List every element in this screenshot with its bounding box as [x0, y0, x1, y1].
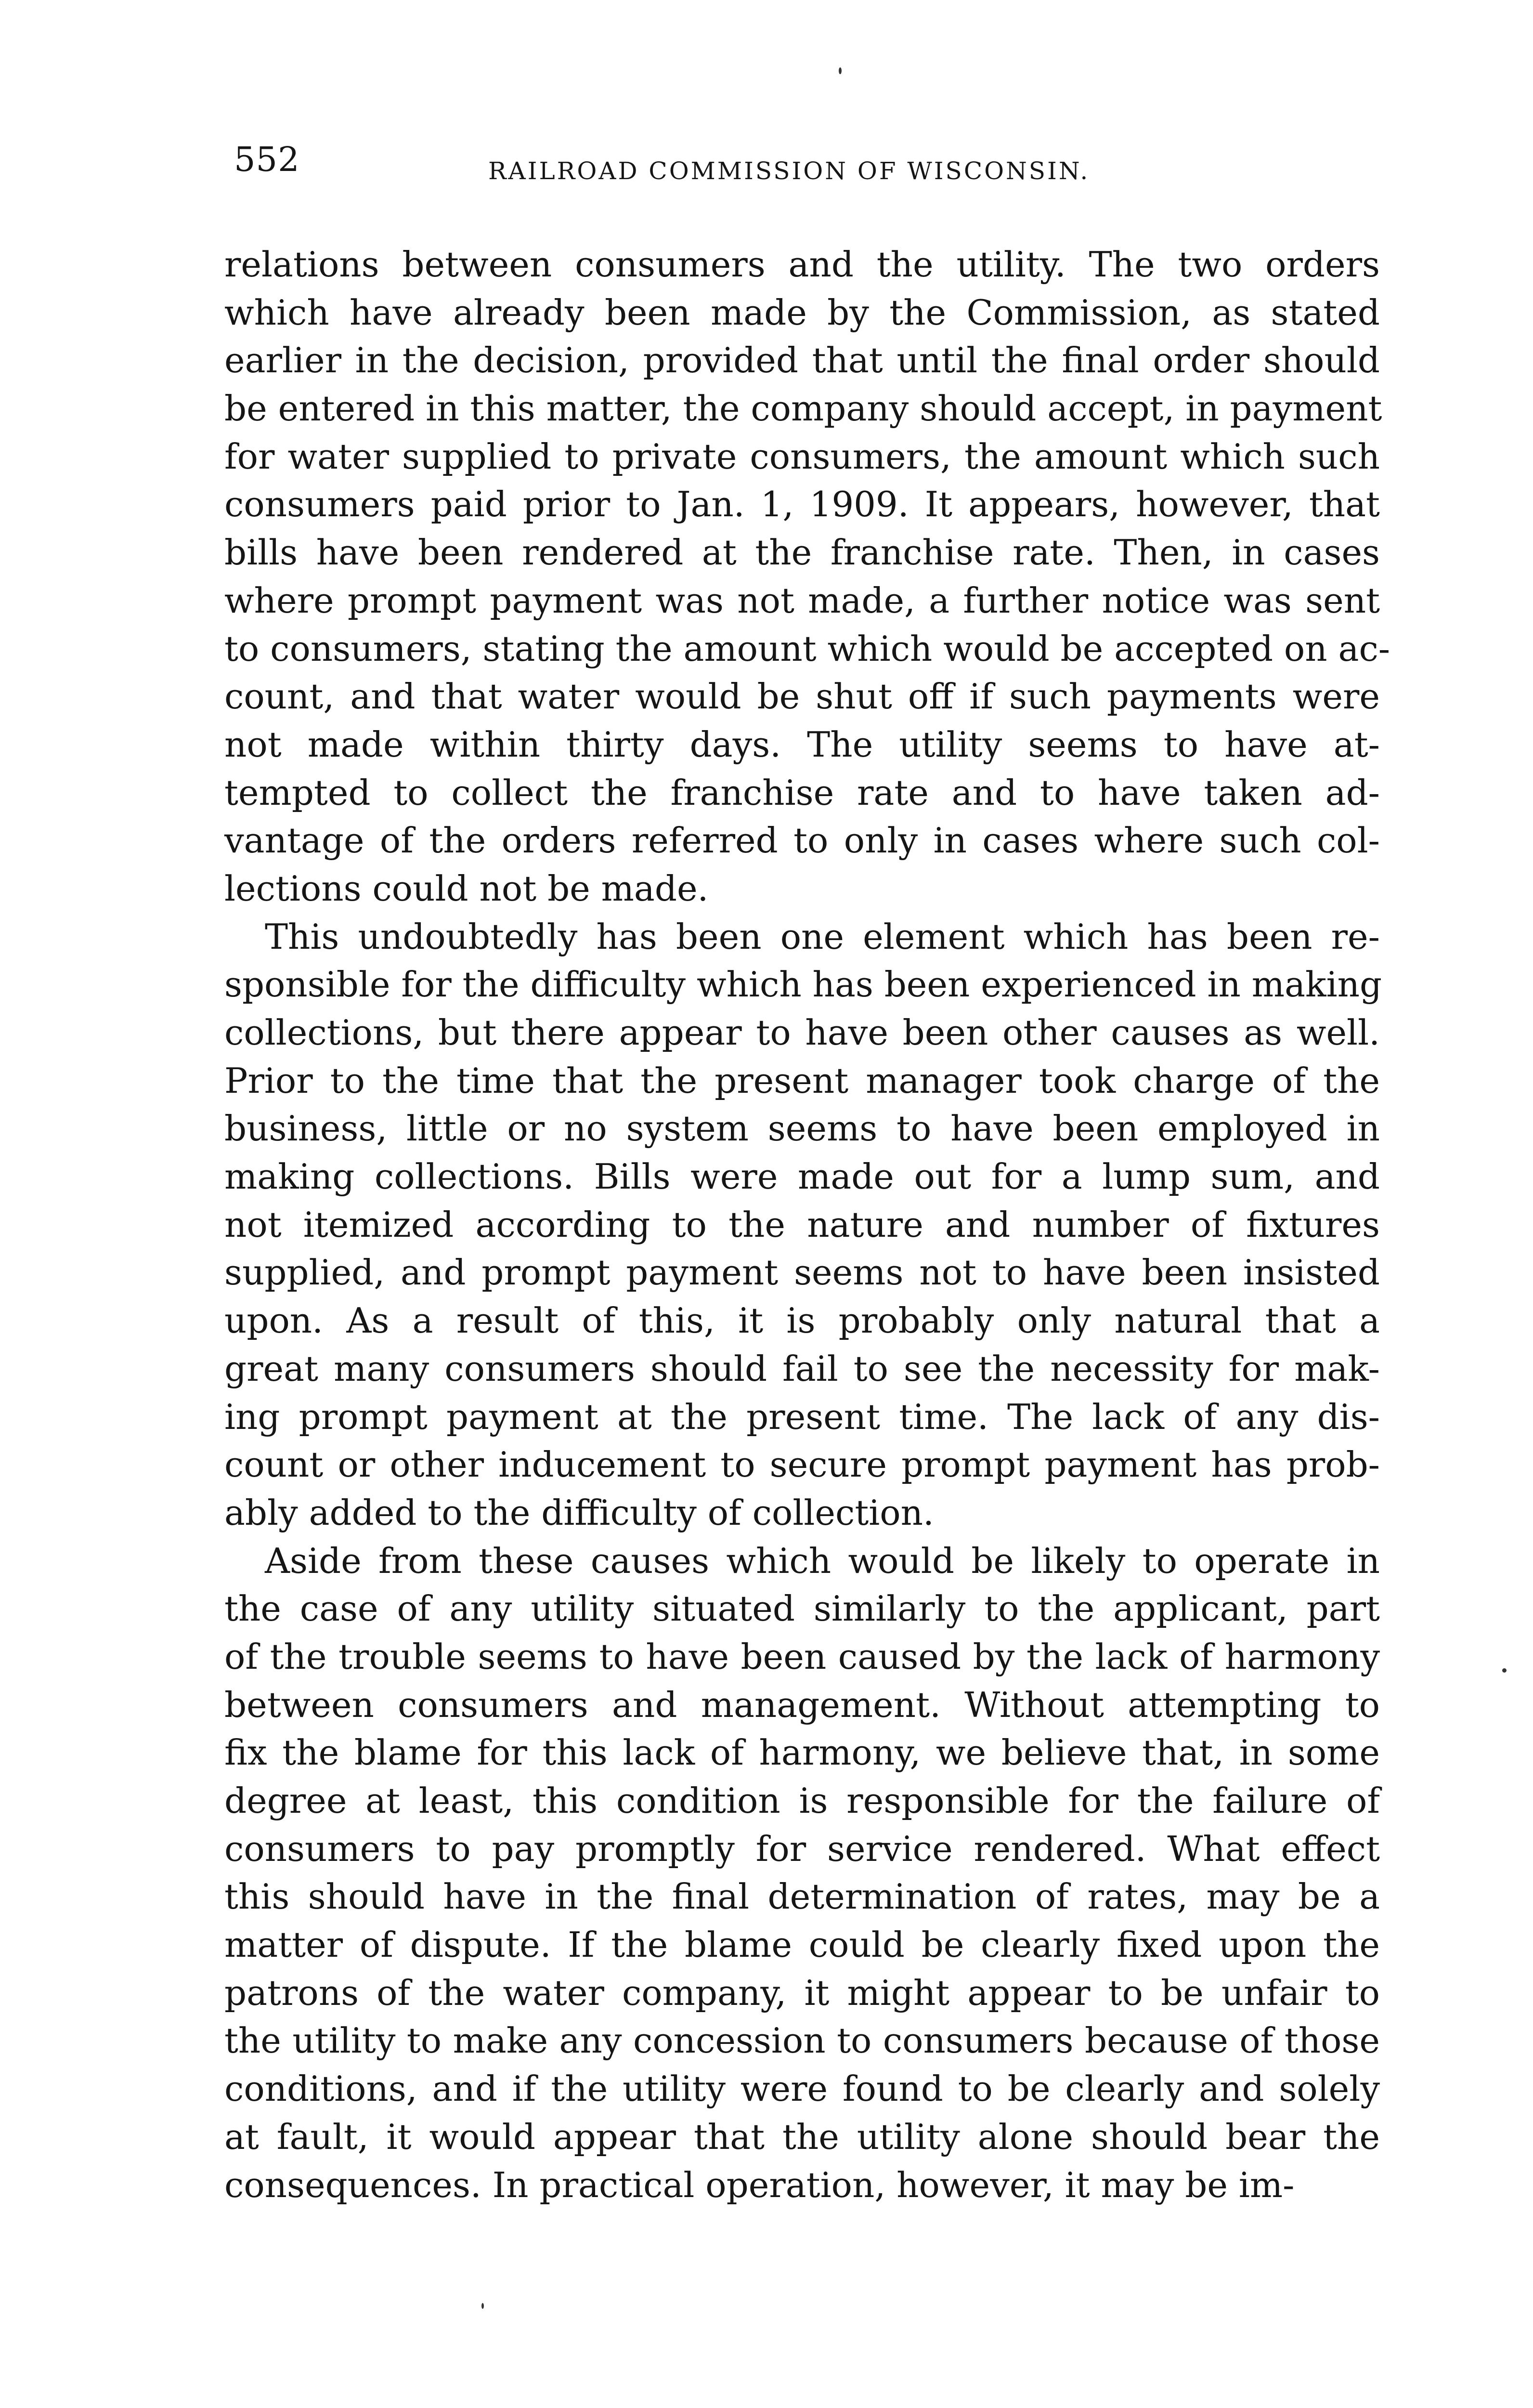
text-line: relations between consumers and the utility. The two orders	[224, 244, 1380, 285]
text-line: earlier in the decision, provided that until the final order should	[224, 340, 1380, 381]
scan-speck	[481, 2303, 484, 2309]
text-line: of the trouble seems to have been caused by the lack of harmony	[224, 1636, 1380, 1677]
text-line: supplied, and prompt payment seems not to have been insisted	[224, 1252, 1380, 1293]
text-line: ing prompt payment at the present time. The lack of any dis-	[224, 1396, 1380, 1437]
text-line: be entered in this matter, the company should accept, in payment	[224, 388, 1382, 429]
scan-speck	[1502, 1668, 1507, 1673]
text-line: matter of dispute. If the blame could be clearly fixed upon the	[224, 1924, 1380, 1965]
text-line: bills have been rendered at the franchise rate. Then, in cases	[224, 532, 1380, 573]
text-line: the utility to make any concession to consumers because of those	[224, 2020, 1380, 2061]
text-line: Prior to the time that the present manager took charge of the	[224, 1060, 1380, 1101]
running-head: RAILROAD COMMISSION OF WISCONSIN.	[488, 157, 1090, 185]
text-line: tempted to collect the franchise rate and to have taken ad-	[224, 772, 1380, 813]
text-line: patrons of the water company, it might appear to be unfair to	[224, 1972, 1380, 2013]
text-line: conditions, and if the utility were found to be clearly and solely	[224, 2068, 1380, 2109]
text-line: to consumers, stating the amount which would be accepted on ac-	[224, 628, 1390, 669]
text-line: degree at least, this condition is responsible for the failure of	[224, 1780, 1380, 1821]
scan-speck	[839, 67, 842, 74]
text-line: making collections. Bills were made out for a lump sum, and	[224, 1156, 1380, 1197]
text-line: between consumers and management. Without attempting to	[224, 1684, 1380, 1725]
text-line: upon. As a result of this, it is probably only natural that a	[224, 1300, 1380, 1341]
text-line: for water supplied to private consumers, the amount which such	[224, 436, 1380, 477]
text-line: consumers paid prior to Jan. 1, 1909. It appears, however, that	[224, 484, 1380, 525]
text-line: Aside from these causes which would be likely to operate in	[265, 1540, 1380, 1581]
text-line: sponsible for the difficulty which has been experienced in making	[224, 964, 1382, 1005]
text-line: ably added to the difficulty of collection.	[224, 1492, 934, 1533]
text-line: consequences. In practical operation, however, it may be im-	[224, 2164, 1295, 2205]
text-line: business, little or no system seems to have been employed in	[224, 1108, 1380, 1149]
text-line: collections, but there appear to have been other causes as well.	[224, 1012, 1380, 1053]
text-line: fix the blame for this lack of harmony, we believe that, in some	[224, 1732, 1380, 1773]
text-line: not itemized according to the nature and number of fixtures	[224, 1204, 1380, 1245]
text-line: which have already been made by the Commission, as stated	[224, 292, 1380, 333]
body-text	[224, 241, 1390, 2209]
text-line: vantage of the orders referred to only in cases where such col-	[224, 820, 1380, 861]
page-number: 552	[234, 140, 300, 179]
text-line: where prompt payment was not made, a further notice was sent	[224, 580, 1380, 621]
text-line: count, and that water would be shut off if such payments were	[224, 676, 1380, 717]
text-line: This undoubtedly has been one element which has been re-	[265, 916, 1380, 957]
text-line: the case of any utility situated similarly to the applicant, part	[224, 1588, 1380, 1629]
text-line: this should have in the final determination of rates, may be a	[224, 1876, 1380, 1917]
text-line: consumers to pay promptly for service rendered. What effect	[224, 1828, 1380, 1869]
text-line: not made within thirty days. The utility seems to have at-	[224, 724, 1380, 765]
text-line: great many consumers should fail to see the necessity for mak-	[224, 1348, 1380, 1389]
text-line: lections could not be made.	[224, 868, 709, 909]
text-line: at fault, it would appear that the utility alone should bear the	[224, 2116, 1380, 2157]
text-line: count or other inducement to secure prompt payment has prob-	[224, 1444, 1380, 1485]
